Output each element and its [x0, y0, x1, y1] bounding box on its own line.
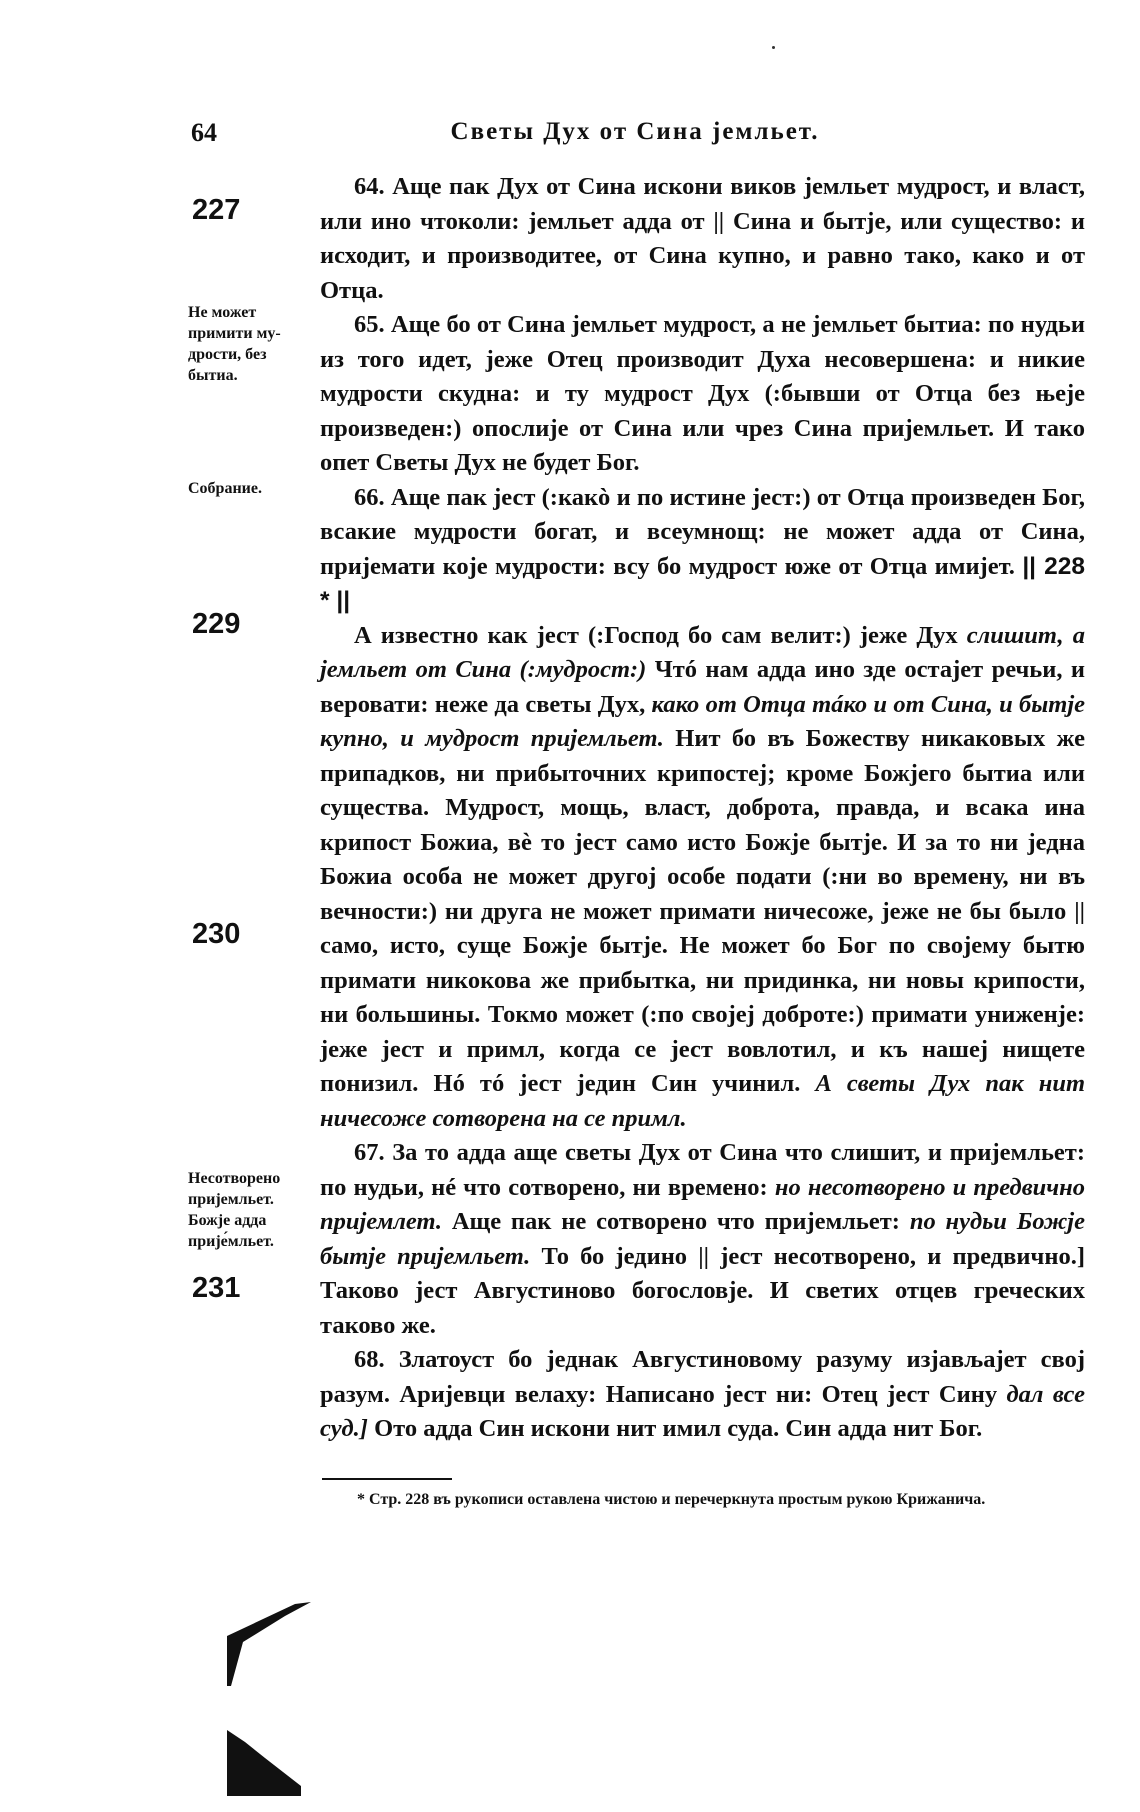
paragraph-text: Златоуст бо једнак Августиновому разуму изјављајет свој разум. Аријевци велаху: Написано јест ни: Отец јест Сину [320, 1346, 1085, 1408]
footnote-rule [322, 1478, 452, 1480]
paragraph-66-continued [320, 619, 1085, 1137]
paragraph-65 [320, 308, 1085, 481]
paragraph-text: А известно как јест (:Господ бо сам велит:) јеже Дух [354, 621, 967, 649]
paragraph-text: Аще пак Дух от Сина искони виков јемльет мудрост, и власт, или ино чтоколи: јемльет адда от || Сина и бытје, или существо: и исходит, и производитее, от Сина купно, и равно тако, како и от Отца. [320, 173, 1086, 304]
footnote: * Стр. 228 въ рукописи оставлена чистою и перечеркнута простым рукою Крижанича. [357, 1491, 986, 1508]
paragraph-number: 67. [354, 1139, 385, 1166]
scan-artifact-bottom [225, 1728, 305, 1798]
paragraph-66 [320, 481, 1085, 619]
paragraph-number: 64. [354, 173, 385, 200]
paragraph-67 [320, 1136, 1085, 1343]
paragraph-text: Чтó нам адда ино зде остајет речьи, и веровати: неже да светы Дух, [320, 656, 1086, 718]
italic-text: како от Отца тáко и от Сина, и бытје купно, и мудрост пријемльет. [320, 690, 1085, 752]
italic-text: но несотворено и предвично пријемлет. [320, 1173, 1085, 1235]
italic-text: слишит, а јемльет от Сина (:мудрост:) [320, 621, 1085, 683]
italic-text: А светы Дух пак нит ничесоже сотворена на се примл. [320, 1070, 1086, 1132]
margin-note-2: Собрание. [188, 480, 262, 497]
paragraph-number: 65. [354, 311, 385, 338]
paragraph-text: За то адда аще светы Дух от Сина что слишит, и пријемльет: по нудьи, нé что сотворено, ни времено: [320, 1139, 1085, 1201]
margin-note-1: Не может примити му-дрости, без бытиа. [188, 304, 281, 384]
paragraph-text: Аще пак не сотворено что пријемльет: [441, 1208, 910, 1235]
running-title: Светы Дух от Сина јемльет. [450, 118, 820, 145]
speck [772, 46, 775, 49]
paragraph-64 [320, 170, 1085, 308]
paragraph-number: 66. [354, 483, 385, 511]
paragraph-text: Аще бо от Сина јемльет мудрост, а не јемльет бытиа: по нудьи из того идет, јеже Отец производит Духа несовершена: и никие мудрости скудна: и ту мудрост Дух (:бывши от Отца без њеје произведен:) опослије от Сина или чрез Сина пријемльет. И тако опет Светы Дух не будет Бог. [320, 311, 1086, 476]
paragraph-number: 68. [354, 1346, 385, 1373]
margin-number-230: 230 [192, 918, 241, 950]
paragraph-text: То бо једино || јест несотворено, и предвично.] Таково јест Августиново богословје. И светих отцев греческих таково же. [320, 1242, 1085, 1339]
margin-number-229: 229 [192, 608, 241, 640]
italic-text: дал все суд.] [320, 1380, 1085, 1442]
scan-artifact-top [225, 1598, 315, 1688]
margin-number-227: 227 [192, 194, 241, 226]
page-number: 64 [191, 118, 217, 147]
margin-number-231: 231 [192, 1272, 241, 1304]
main-text [320, 170, 1085, 1447]
paragraph-text: Нит бо въ Божеству никаковых же припадков, ни прибыточних крипостеј; кроме Божјего бытиа или существа. Мудрост, мощь, власт, доброта, правда, и всака ина крипост Божиа, вѐ то јест само исто Божје бытје. И за то ни једна Божиа особа не может другој особе подати (:ни во времену, ни въ вечности:) ни друга не может примати ничесоже, јеже не бы было || само, исто, суще Божје бытје. Не может бо Бог по својему бытю примати никокова же прибытка, ни придинка, ни новы крипости, ни большины. Токмо может (:по својеј доброте:) примати униженје: јеже јест и примл, когда се јест вовлотил, и къ нашеј нищете понизил. Нó тó јест једин Син учинил. [320, 725, 1085, 1097]
paragraph-68 [320, 1343, 1085, 1447]
paragraph-text: Аще пак јест (:какò и по истине јест:) от Отца произведен Бог, всакие мудрости богат, и всеумнощ: не может адда от Сина, пријемати које мудрости: всу бо мудрост юже от Отца имијет. [320, 483, 1085, 580]
margin-note-3: Несотворено пријемльет. Божје адда прије́мльет. [188, 1170, 281, 1250]
paragraph-text: Ото адда Син искони нит имил суда. Син адда нит Бог. [367, 1415, 983, 1442]
page-mark-228: || 228 * || [320, 552, 1085, 614]
italic-text: по нудьи Божје бытје пријемльет. [320, 1208, 1085, 1270]
